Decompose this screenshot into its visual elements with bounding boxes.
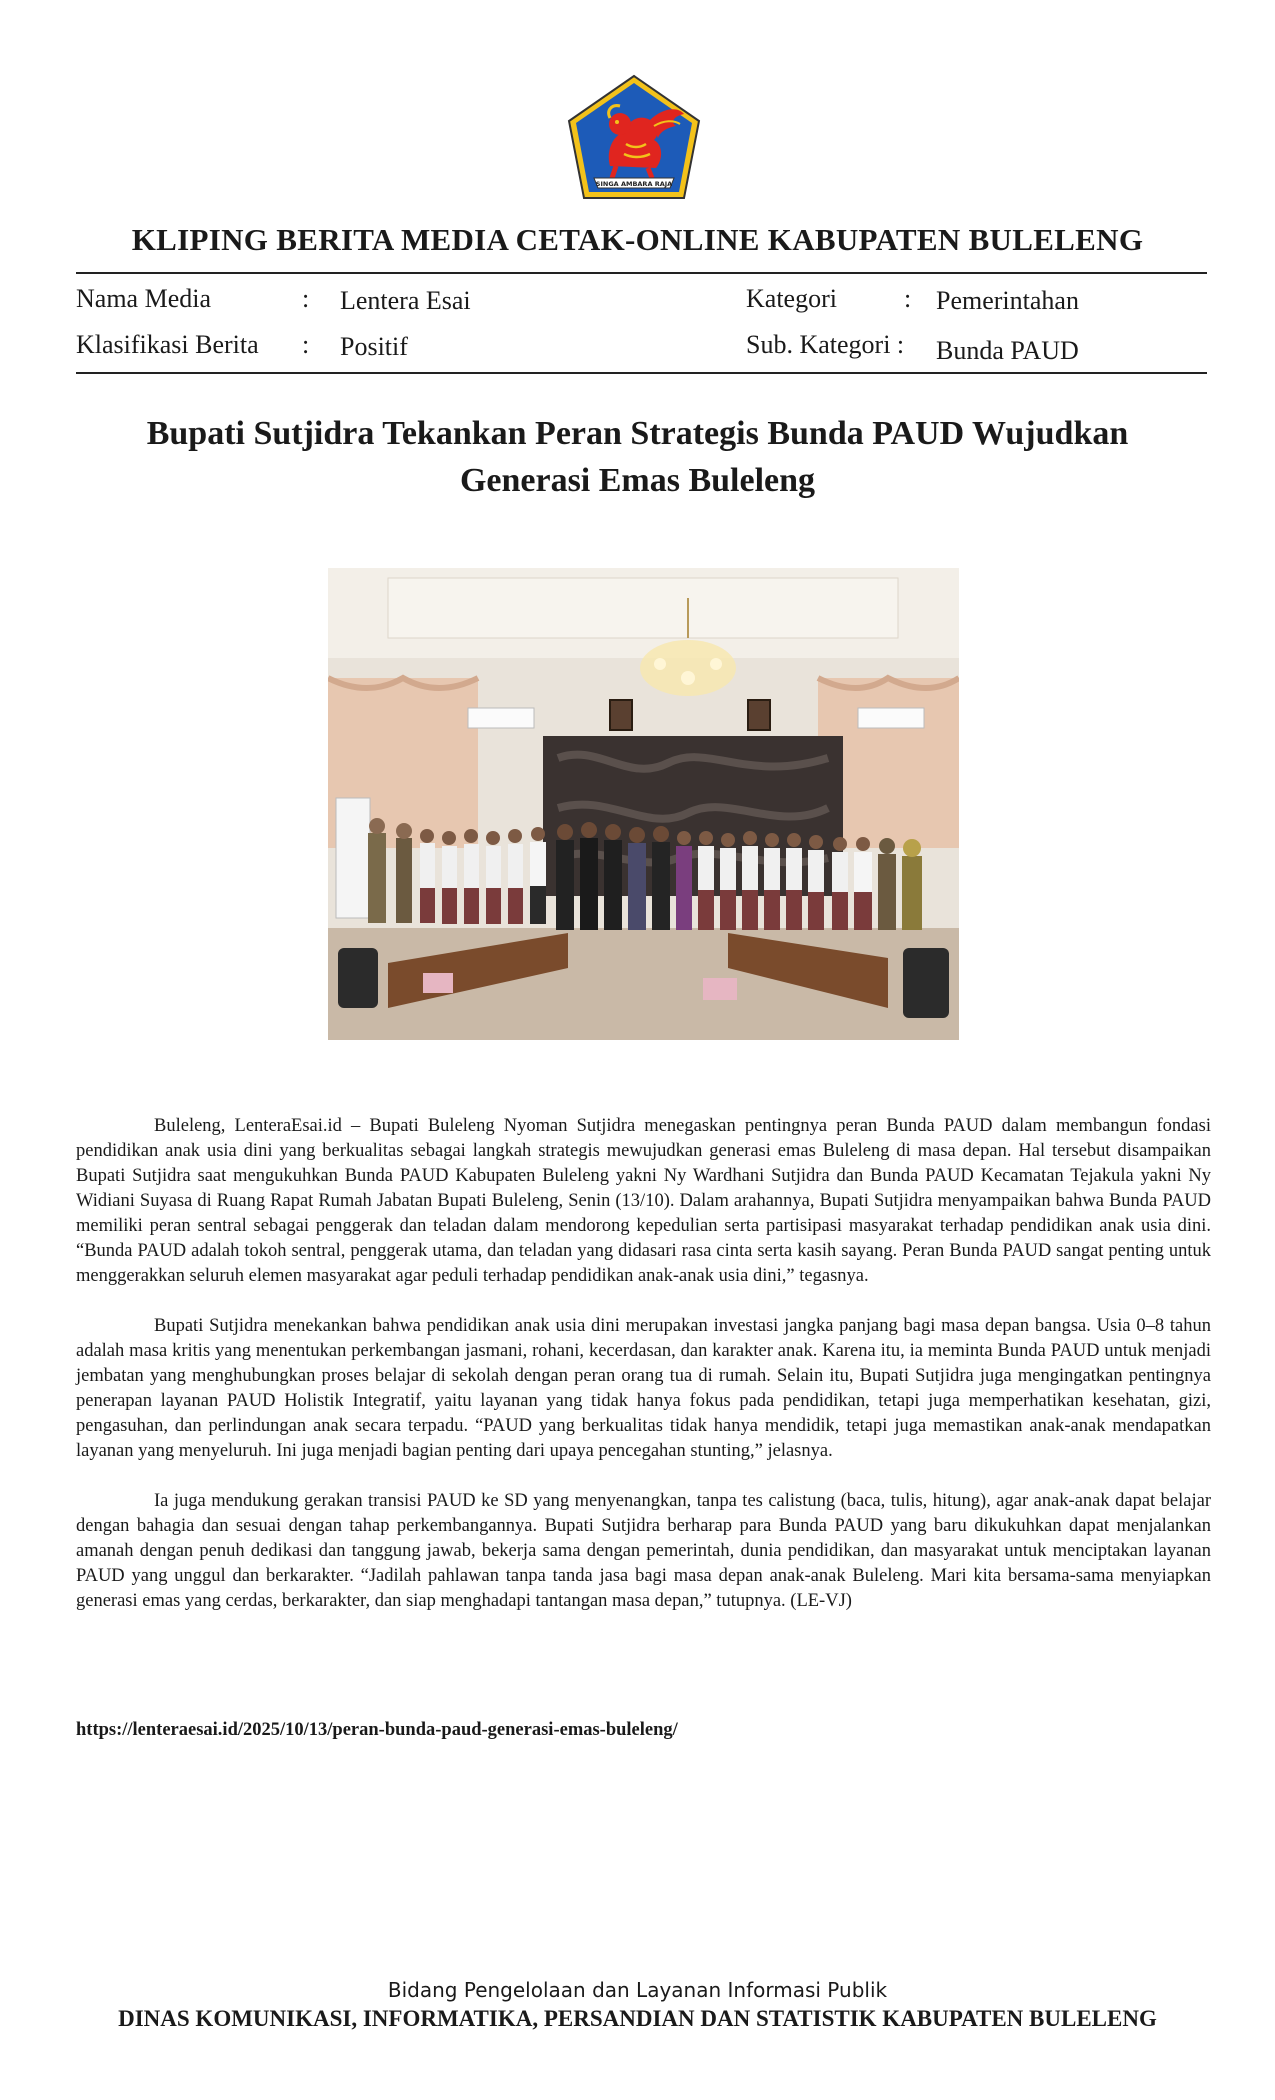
headline-line-2: Generasi Emas Buleleng <box>459 462 816 499</box>
media-name-value: Lentera Esai <box>340 286 471 315</box>
footer-agency: DINAS KOMUNIKASI, INFORMATIKA, PERSANDIAN DAN STATISTIK KABUPATEN BULELENG <box>118 2006 1157 2031</box>
header-divider-top <box>76 272 1207 274</box>
classification-value: Positif <box>340 332 408 361</box>
subcategory-value: Bunda PAUD <box>936 336 1079 365</box>
media-name-label: Nama Media <box>76 284 212 313</box>
media-name-separator: : <box>302 284 310 313</box>
article-headline <box>90 410 1185 504</box>
headline-line-1: Bupati Sutjidra Tekankan Peran Strategis Bunda PAUD Wujudkan <box>146 415 1129 452</box>
singa-ambara-raja-emblem-icon <box>566 74 702 202</box>
classification-separator: : <box>302 330 310 359</box>
category-separator: : <box>904 284 912 313</box>
footer-department: Bidang Pengelolaan dan Layanan Informasi Publik <box>387 1978 888 2002</box>
article-paragraph-1: Buleleng, LenteraEsai.id – Bupati Buleleng Nyoman Sutjidra menegaskan pentingnya peran Bunda PAUD dalam membangun fondasi pendidikan anak usia dini yang berkualitas sebagai langkah strategis mewujudkan generasi emas Buleleng di masa depan. Hal tersebut disampaikan Bupati Sutjidra saat mengukuhkan Bunda PAUD Kabupaten Buleleng yakni Ny Wardhani Sutjidra dan Bunda PAUD Kecamatan Tejakula yakni Ny Widiani Suyasa di Ruang Rapat Rumah Jabatan Bupati Buleleng, Senin (13/10). Dalam arahannya, Bupati Sutjidra menyampaikan bahwa Bunda PAUD memiliki peran sentral sebagai penggerak dan teladan dalam mendorong kepedulian serta partisipasi masyarakat terhadap pendidikan anak usia dini. “Bunda PAUD adalah tokoh sentral, penggerak utama, dan teladan yang didasari rasa cinta serta kasih sayang. Peran Bunda PAUD sangat penting untuk menggerakkan seluruh elemen masyarakat agar peduli terhadap pendidikan anak-anak usia dini,” tegasnya. <box>76 1116 1211 1286</box>
category-label: Kategori <box>746 284 837 313</box>
subcategory-label: Sub. Kategori : <box>746 330 905 359</box>
header-divider-bottom <box>76 372 1207 374</box>
article-paragraph-3: Ia juga mendukung gerakan transisi PAUD ke SD yang menyenangkan, tanpa tes calistung (baca, tulis, hitung), agar anak-anak dapat belajar dengan bahagia dan sesuai dengan tahap perkembangannya. Bupati Sutjidra berharap para Bunda PAUD yang baru dikukuhkan dapat menjalankan amanah dengan penuh dedikasi dan tanggung jawab, bekerja sama dengan pemerintah, dunia pendidikan, dan masyarakat untuk menciptakan layanan PAUD yang unggul dan berkarakter. “Jadilah pahlawan tanpa tanda jasa bagi masa depan anak-anak Buleleng. Mari kita bersama-sama menyiapkan generasi emas yang cerdas, berkarakter, dan siap menghadapi tantangan masa depan,” tutupnya. (LE-VJ) <box>76 1491 1211 1611</box>
source-url-link[interactable]: https://lenteraesai.id/2025/10/13/peran-bunda-paud-generasi-emas-buleleng/ <box>76 1720 678 1740</box>
classification-label: Klasifikasi Berita <box>76 330 259 359</box>
category-value: Pemerintahan <box>936 286 1079 315</box>
article-paragraph-2: Bupati Sutjidra menekankan bahwa pendidikan anak usia dini merupakan investasi jangka panjang bagi masa depan bangsa. Usia 0–8 tahun adalah masa kritis yang menentukan perkembangan jasmani, rohani, kecerdasan, dan karakter anak. Karena itu, ia meminta Bunda PAUD untuk menjadi jembatan yang menghubungkan proses belajar di sekolah dengan peran orang tua di rumah. Selain itu, Bupati Sutjidra juga mengingatkan pentingnya penerapan layanan PAUD Holistik Integratif, yaitu layanan yang tidak hanya fokus pada pendidikan, tetapi juga memperhatikan kesehatan, gizi, pengasuhan, dan perlindungan anak secara terpadu. “PAUD yang berkualitas tidak hanya mendidik, tetapi juga memastikan anak-anak mendapatkan layanan yang menyeluruh. Ini juga menjadi bagian penting dari upaya pencegahan stunting,” jelasnya. <box>76 1316 1211 1461</box>
article-photo <box>328 568 959 1040</box>
clipping-title: KLIPING BERITA MEDIA CETAK-ONLINE KABUPATEN BULELENG <box>131 222 1144 257</box>
article-body <box>76 1114 1211 1639</box>
svg-text:SINGA AMBARA RAJA: SINGA AMBARA RAJA <box>595 180 673 188</box>
